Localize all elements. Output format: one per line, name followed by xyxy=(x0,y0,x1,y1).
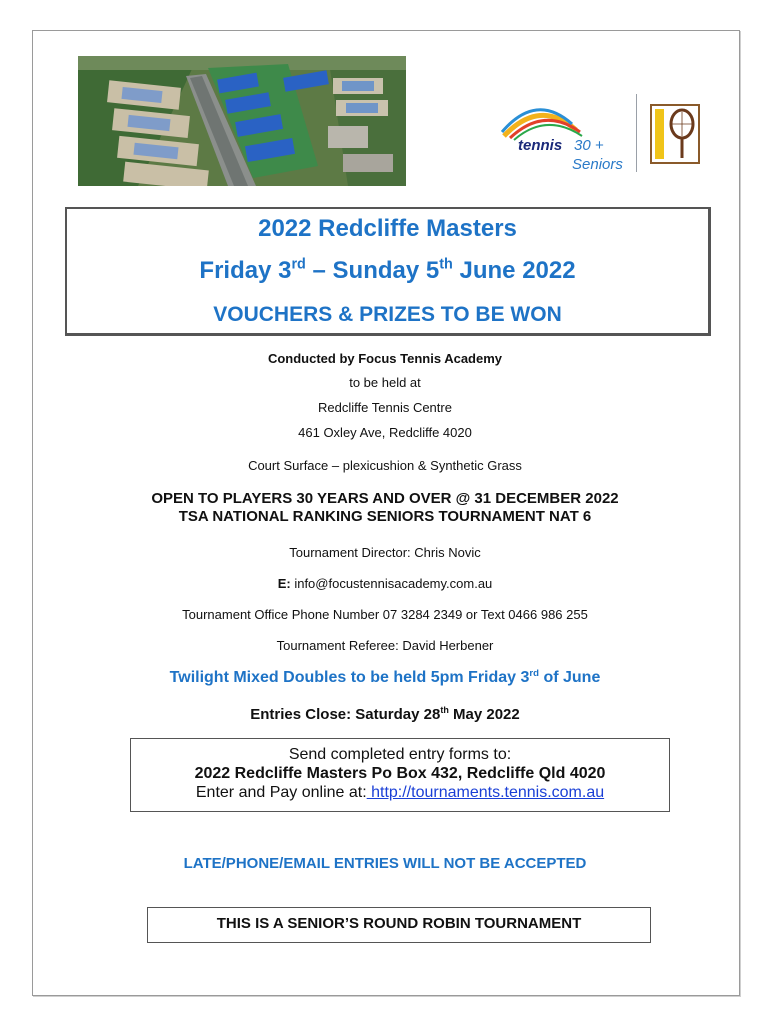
tournament-title: 2022 Redcliffe Masters xyxy=(258,215,517,242)
round-robin-notice: THIS IS A SENIOR’S ROUND ROBIN TOURNAMENT xyxy=(147,907,651,943)
tournament-dates: Friday 3rd – Sunday 5th June 2022 xyxy=(199,256,576,284)
logo-divider xyxy=(636,94,637,172)
venue-name: Redcliffe Tennis Centre xyxy=(318,400,452,415)
tennis-centre-aerial-photo xyxy=(78,56,406,186)
tournament-title-box xyxy=(65,207,711,336)
logo-seniors-text: Seniors xyxy=(572,156,623,173)
eligibility-line-1: OPEN TO PLAYERS 30 YEARS AND OVER @ 31 DECEMBER 2022 xyxy=(151,490,619,507)
venue-address: 461 Oxley Ave, Redcliffe 4020 xyxy=(298,425,472,440)
email-line: E: info@focustennisacademy.com.au xyxy=(277,576,493,591)
queensland-tennis-logo xyxy=(650,104,700,164)
late-entries-notice: LATE/PHONE/EMAIL ENTRIES WILL NOT BE ACCEPTED xyxy=(183,855,587,872)
tournament-entry-link[interactable]: http://tournaments.tennis.com.au xyxy=(366,784,605,801)
send-entries-box xyxy=(130,738,670,812)
tournament-director: Tournament Director: Chris Novic xyxy=(289,545,481,560)
office-phone: Tournament Office Phone Number 07 3284 2349 or Text 0466 986 255 xyxy=(182,607,588,622)
postal-address: 2022 Redcliffe Masters Po Box 432, Redcliffe Qld 4020 xyxy=(194,765,606,782)
tournament-referee: Tournament Referee: David Herbener xyxy=(276,638,494,653)
eligibility-line-2: TSA NATIONAL RANKING SENIORS TOURNAMENT NAT 6 xyxy=(178,508,592,525)
entries-close: Entries Close: Saturday 28th May 2022 xyxy=(250,705,520,723)
logo-tennis-text: tennis xyxy=(518,137,563,154)
sponsor-logos xyxy=(500,94,705,174)
court-surface: Court Surface – plexicushion & Synthetic Grass xyxy=(248,458,522,473)
logo-30-plus-text: 30 + xyxy=(574,137,604,154)
conducted-by: Conducted by Focus Tennis Academy xyxy=(267,351,503,366)
held-at-label: to be held at xyxy=(349,375,421,390)
twilight-doubles-notice: Twilight Mixed Doubles to be held 5pm Friday 3rd of June xyxy=(169,667,601,686)
prizes-headline: VOUCHERS & PRIZES TO BE WON xyxy=(213,303,562,326)
email-address[interactable]: info@focustennisacademy.com.au xyxy=(290,576,493,591)
send-forms-label: Send completed entry forms to: xyxy=(288,746,512,763)
online-entry-line: Enter and Pay online at: http://tournaments.tennis.com.au xyxy=(195,784,605,801)
tennis-30-plus-seniors-logo xyxy=(500,102,630,172)
